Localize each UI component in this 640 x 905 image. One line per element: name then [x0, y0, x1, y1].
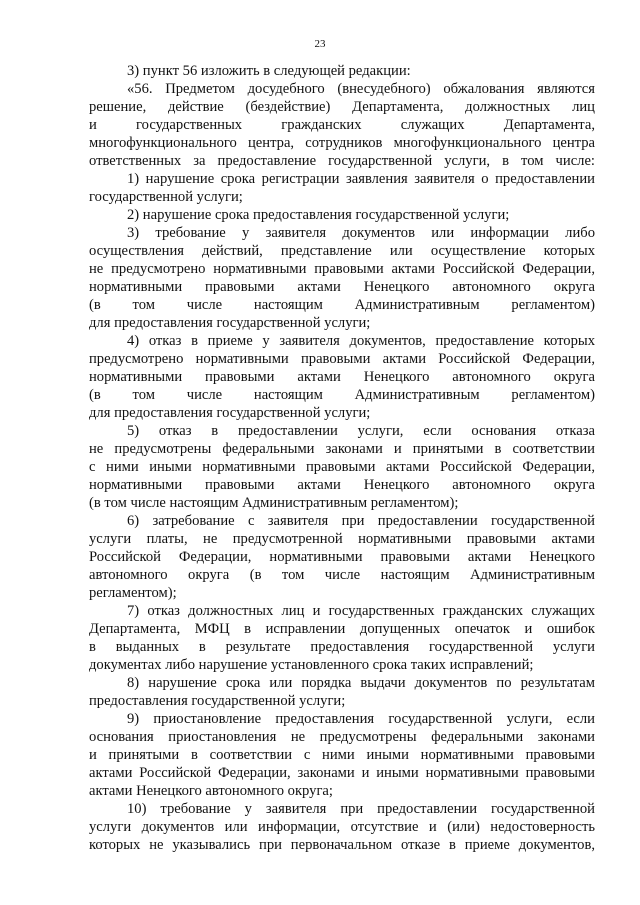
paragraph — [89, 170, 595, 206]
page-number: 23 — [314, 38, 326, 50]
paragraph-line: 8) нарушение срока или порядка выдачи документов по результатам — [127, 675, 595, 691]
paragraph — [89, 512, 595, 602]
paragraph-line: 6) затребование с заявителя при предоставлении государственной — [127, 513, 595, 529]
paragraph-line: и принятыми в соответствии с ними иными нормативными правовыми — [89, 747, 595, 763]
paragraph-line: основания приостановления не предусмотрены федеральными законами — [89, 729, 595, 745]
paragraph-line: регламентом); — [89, 585, 177, 601]
paragraph-line: предусмотрено нормативными правовыми актами Российской Федерации, — [89, 351, 595, 367]
paragraph-line: нормативными правовыми актами Ненецкого автономного округа — [89, 477, 595, 493]
paragraph-line: (в том числе настоящим Административным регламентом); — [89, 495, 459, 511]
paragraph-line: 3) требование у заявителя документов или информации либо — [127, 225, 595, 241]
paragraph-line: нормативными правовыми актами Ненецкого автономного округа — [89, 369, 595, 385]
paragraph — [89, 800, 595, 854]
paragraph-line: многофункционального центра, сотрудников многофункционального центра — [89, 135, 595, 151]
paragraph-line: 10) требование у заявителя при предоставлении государственной — [127, 801, 595, 817]
paragraph-line: документах либо нарушение установленного срока таких исправлений; — [89, 657, 534, 673]
paragraph-line: не предусмотрено нормативными правовыми актами Российской Федерации, — [89, 261, 595, 277]
paragraph-line: 9) приостановление предоставления государственной услуги, если — [127, 711, 595, 727]
paragraph-line: в выданных в результате предоставления государственной услуги — [89, 639, 595, 655]
paragraph-line: услуги платы, не предусмотренной нормативными правовыми актами — [89, 531, 595, 547]
paragraph-line: которых не указывались при первоначальном отказе в приеме документов, — [89, 837, 595, 853]
paragraph-line: для предоставления государственной услуги; — [89, 315, 371, 331]
paragraph-line: государственной услуги; — [89, 189, 243, 205]
paragraph-line: с ними иными нормативными правовыми актами Российской Федерации, — [89, 459, 595, 475]
paragraph — [89, 332, 595, 422]
paragraph — [89, 224, 595, 332]
paragraph-line: 7) отказ должностных лиц и государственных гражданских служащих — [127, 603, 595, 619]
paragraph-line: (в том числе настоящим Административным регламентом) — [89, 387, 595, 403]
paragraph-line: услуги документов или информации, отсутствие и (или) недостоверность — [89, 819, 595, 835]
paragraph-line: 3) пункт 56 изложить в следующей редакции: — [127, 63, 411, 79]
paragraph — [89, 80, 595, 170]
paragraph-line: и государственных гражданских служащих Департамента, — [89, 117, 595, 133]
paragraph-line: 4) отказ в приеме у заявителя документов, предоставление которых — [127, 333, 595, 349]
paragraph-line: автономного округа (в том числе настоящим Административным — [89, 567, 595, 583]
paragraph-line: Департамента, МФЦ в исправлении допущенных опечаток и ошибок — [89, 621, 595, 637]
paragraph-line: для предоставления государственной услуги; — [89, 405, 371, 421]
paragraph — [89, 62, 595, 80]
paragraph — [89, 710, 595, 800]
paragraph-line: (в том числе настоящим Административным регламентом) — [89, 297, 595, 313]
paragraph-line: 5) отказ в предоставлении услуги, если основания отказа — [127, 423, 595, 439]
paragraph-line: не предусмотрены федеральными законами и принятыми в соответствии — [89, 441, 595, 457]
paragraph-line: предоставления государственной услуги; — [89, 693, 346, 709]
paragraph — [89, 206, 595, 224]
paragraph-line: 1) нарушение срока регистрации заявления заявителя о предоставлении — [127, 171, 595, 187]
paragraph-line: актами Российской Федерации, законами и иными нормативными правовыми — [89, 765, 595, 781]
paragraph — [89, 674, 595, 710]
paragraph — [89, 602, 595, 674]
paragraph — [89, 422, 595, 512]
paragraph-line: ответственных за предоставление государственной услуги, в том числе: — [89, 153, 595, 169]
paragraph-line: 2) нарушение срока предоставления государственной услуги; — [127, 207, 510, 223]
paragraph-line: осуществления действий, представление или осуществление которых — [89, 243, 595, 259]
document-body — [89, 62, 595, 854]
paragraph-line: актами Ненецкого автономного округа; — [89, 783, 333, 799]
paragraph-line: решение, действие (бездействие) Департамента, должностных лиц — [89, 99, 595, 115]
paragraph-line: нормативными правовыми актами Ненецкого автономного округа — [89, 279, 595, 295]
paragraph-line: «56. Предметом досудебного (внесудебного) обжалования являются — [127, 81, 595, 97]
paragraph-line: Российской Федерации, нормативными правовыми актами Ненецкого — [89, 549, 595, 565]
